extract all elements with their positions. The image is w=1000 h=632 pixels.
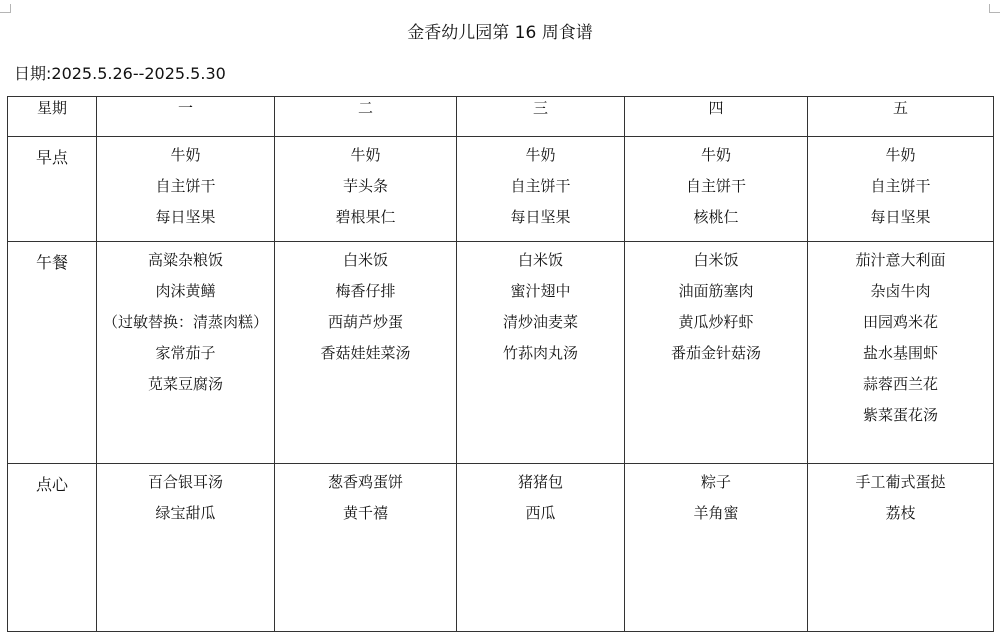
dish-item: 猪猪包 <box>517 473 563 491</box>
dish-item: 自主饼干 <box>155 177 216 195</box>
day-header-monday: 一 <box>97 97 275 137</box>
dish-list <box>625 242 807 369</box>
dish-item: 白米饭 <box>693 251 739 269</box>
dish-item: 香菇娃娃菜汤 <box>320 344 411 362</box>
menu-title: 金香幼儿园第 16 周食谱 <box>407 23 593 43</box>
dish-item: 绿宝甜瓜 <box>155 504 216 522</box>
dish-item: 每日坚果 <box>155 208 216 226</box>
menu-cell-thursday <box>625 464 808 632</box>
dish-list <box>457 242 624 369</box>
dish-list <box>97 464 274 529</box>
menu-cell-tuesday <box>275 137 457 242</box>
dish-list <box>97 137 274 233</box>
menu-cell-friday <box>808 242 994 464</box>
dish-item: 肉沫黄鳝 <box>155 282 216 300</box>
dish-item: 百合银耳汤 <box>147 473 223 491</box>
menu-cell-wednesday <box>457 464 625 632</box>
menu-cell-wednesday <box>457 242 625 464</box>
dish-item: 黄千禧 <box>342 504 388 522</box>
dish-list <box>808 137 993 233</box>
breakfast-row <box>8 137 994 242</box>
weekly-menu-table <box>7 96 994 632</box>
menu-cell-monday <box>97 137 275 242</box>
dish-item: 番茄金针菇汤 <box>670 344 761 362</box>
dish-item: 核桃仁 <box>693 208 739 226</box>
dish-item: 黄瓜炒籽虾 <box>678 313 754 331</box>
dish-item: 牛奶 <box>525 146 556 164</box>
dish-item: 田园鸡米花 <box>862 313 938 331</box>
dish-item: 白米饭 <box>342 251 388 269</box>
dish-list <box>457 464 624 529</box>
dish-item: 自主饼干 <box>870 177 931 195</box>
menu-cell-friday <box>808 137 994 242</box>
meal-label: 点心 <box>8 464 97 632</box>
day-header-wednesday: 三 <box>457 97 625 137</box>
menu-cell-monday <box>97 242 275 464</box>
dish-item: 芋头条 <box>342 177 388 195</box>
day-header-thursday: 四 <box>625 97 808 137</box>
dish-item: 葱香鸡蛋饼 <box>327 473 403 491</box>
dish-item: 牛奶 <box>170 146 201 164</box>
menu-cell-thursday <box>625 242 808 464</box>
day-header-tuesday: 二 <box>275 97 457 137</box>
dish-item: 荔枝 <box>885 504 916 522</box>
dish-item: 西葫芦炒蛋 <box>327 313 403 331</box>
dish-item: （过敏替换：清蒸肉糕） <box>102 313 268 331</box>
dish-list <box>625 137 807 233</box>
day-header-friday: 五 <box>808 97 994 137</box>
page-corner-mark-left <box>0 4 11 13</box>
menu-cell-tuesday <box>275 464 457 632</box>
dish-item: 牛奶 <box>885 146 916 164</box>
dish-item: 竹荪肉丸汤 <box>502 344 578 362</box>
dish-item: 油面筋塞肉 <box>678 282 754 300</box>
dish-item: 每日坚果 <box>870 208 931 226</box>
dish-item: 自主饼干 <box>685 177 746 195</box>
dish-item: 盐水基围虾 <box>862 344 938 362</box>
dish-item: 牛奶 <box>700 146 731 164</box>
dish-list <box>275 242 456 369</box>
menu-cell-wednesday <box>457 137 625 242</box>
menu-cell-monday <box>97 464 275 632</box>
dish-item: 茄汁意大利面 <box>855 251 946 269</box>
dish-list <box>275 464 456 529</box>
dish-list <box>275 137 456 233</box>
dish-item: 碧根果仁 <box>335 208 396 226</box>
dish-item: 蜜汁翅中 <box>510 282 571 300</box>
dish-item: 清炒油麦菜 <box>502 313 578 331</box>
dish-item: 白米饭 <box>517 251 563 269</box>
dish-item: 苋菜豆腐汤 <box>147 375 223 393</box>
dish-item: 高粱杂粮饭 <box>147 251 223 269</box>
menu-cell-friday <box>808 464 994 632</box>
dish-item: 梅香仔排 <box>335 282 396 300</box>
menu-cell-tuesday <box>275 242 457 464</box>
dish-list <box>808 242 993 431</box>
dish-item: 西瓜 <box>525 504 556 522</box>
dish-list <box>625 464 807 529</box>
dish-item: 手工葡式蛋挞 <box>855 473 946 491</box>
dish-item: 羊角蜜 <box>693 504 739 522</box>
header-row <box>8 97 994 137</box>
page-corner-mark-right <box>989 4 1000 13</box>
snack-row <box>8 464 994 632</box>
meal-label: 早点 <box>8 137 97 242</box>
dish-item: 杂卤牛肉 <box>870 282 931 300</box>
meal-label: 午餐 <box>8 242 97 464</box>
weekday-header-label: 星期 <box>8 97 97 137</box>
menu-cell-thursday <box>625 137 808 242</box>
date-range: 日期:2025.5.26--2025.5.30 <box>14 64 226 83</box>
dish-item: 家常茄子 <box>155 344 216 362</box>
dish-item: 蒜蓉西兰花 <box>862 375 938 393</box>
lunch-row <box>8 242 994 464</box>
dish-list <box>457 137 624 233</box>
dish-item: 紫菜蛋花汤 <box>862 406 938 424</box>
dish-item: 每日坚果 <box>510 208 571 226</box>
dish-list <box>808 464 993 529</box>
dish-item: 粽子 <box>700 473 731 491</box>
dish-item: 牛奶 <box>350 146 381 164</box>
dish-list <box>97 242 274 400</box>
dish-item: 自主饼干 <box>510 177 571 195</box>
